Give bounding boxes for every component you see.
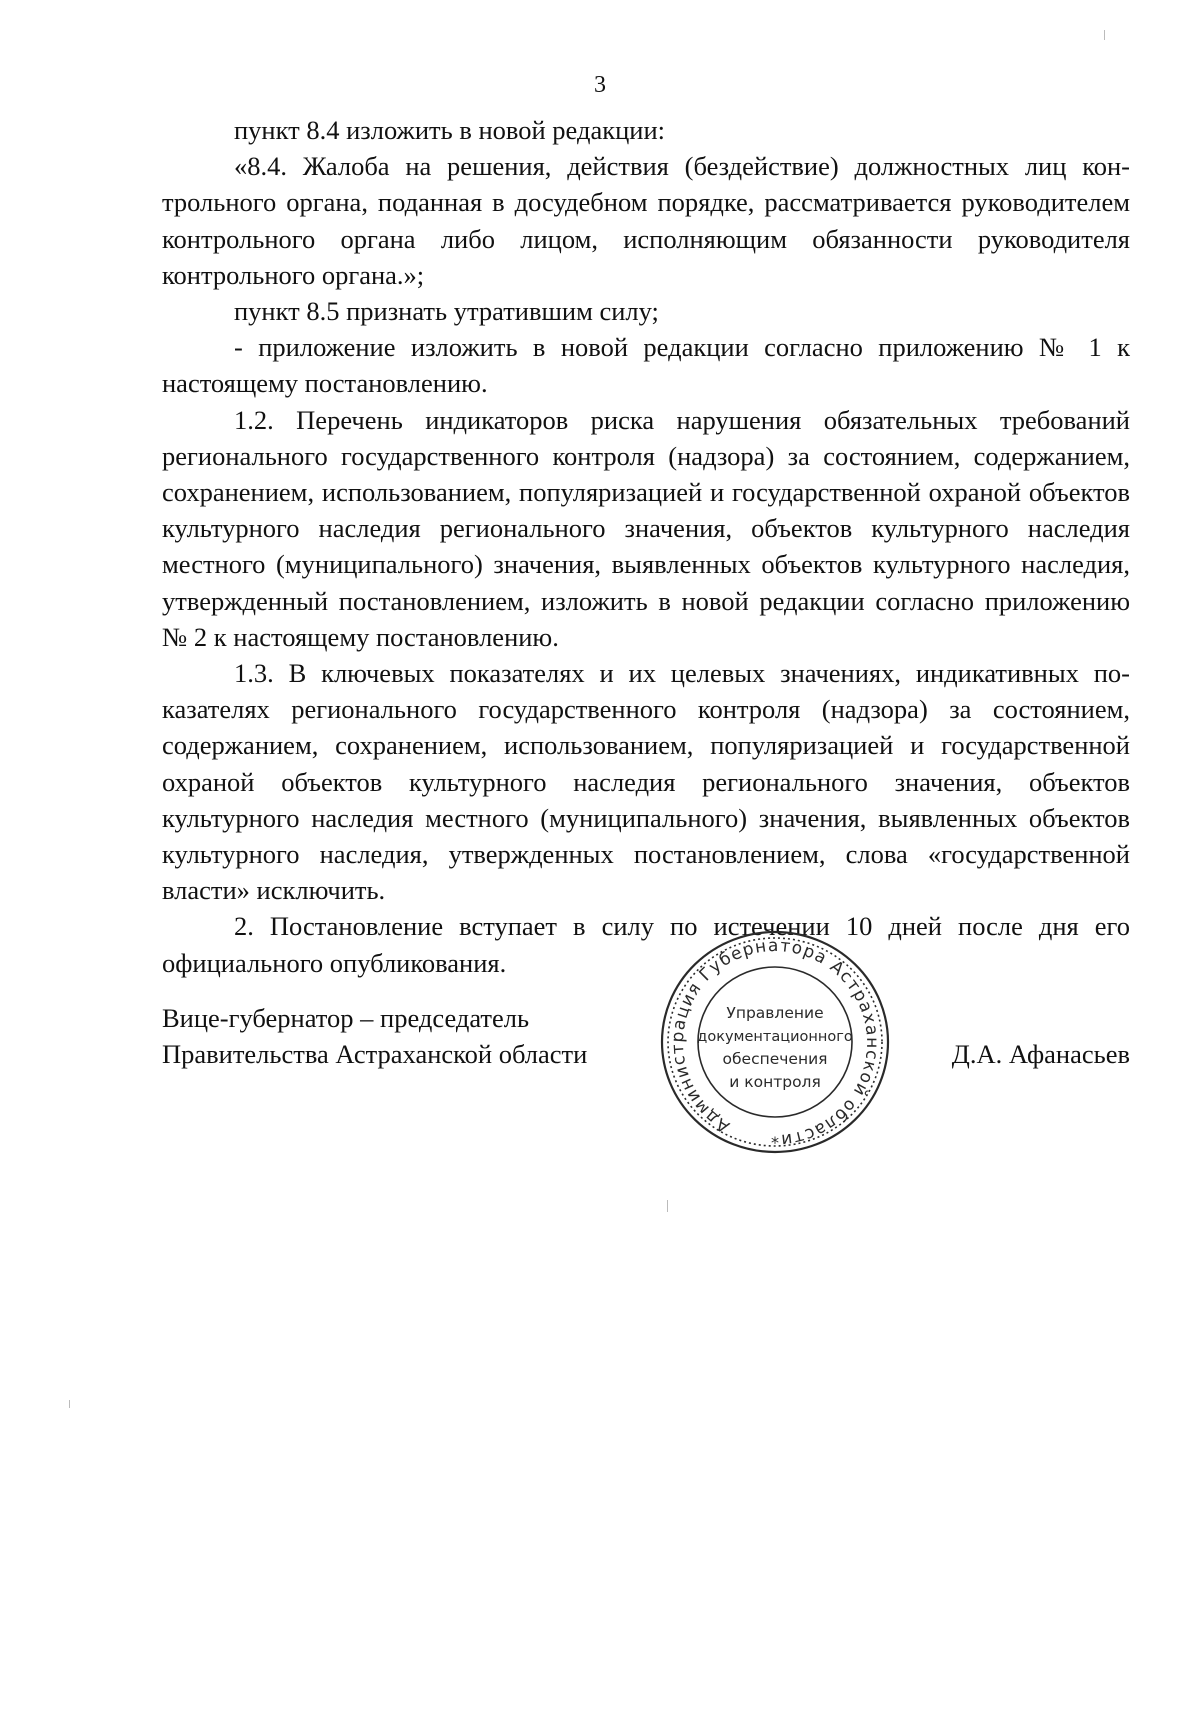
page-number: 3 (594, 72, 606, 98)
paragraph: пункт 8.5 признать утратившим силу; (234, 296, 659, 327)
paragraph: 2. Постановление вступает в силу по истечении 10 дней после дня его официального опубликования. (162, 911, 1130, 978)
seal-star: * (771, 1133, 779, 1152)
paragraph: 1.2. Перечень индикаторов риска нарушения обязательных требований регионального государственного контроля (надзора) за состоянием, содержанием, сохранением, использованием, популяризацией и государственной охраной объектов культурного наследия регионального значения, объектов культурного наследия местного (муниципального) значения, выявленных объектов культурного наследия, утвержденный постановлением, изложить в новой редакции согласно приложению № 2 к настоящему постановлению. (162, 404, 1130, 652)
document-body (162, 112, 1130, 981)
signature-block (162, 1000, 1130, 1080)
seal-ring-textpath: Администрация Губернатора Астраханской области (667, 935, 883, 1150)
seal-center-line: и контроля (729, 1073, 821, 1091)
scan-artifact (1104, 30, 1105, 40)
seal-center-line: Управление (726, 1004, 824, 1022)
scan-artifact (667, 1200, 668, 1212)
seal-center-line: документационного (697, 1029, 853, 1045)
signatory-name: Д.А. Афанасьев (951, 1039, 1130, 1069)
paragraph: «8.4. Жалоба на решения, действия (бездействие) должностных лиц контрольного органа, поданная в досудебном порядке, рассматривается руководителем контрольного органа либо лицом, исполняющим обязанности руководителя контрольного органа.»; (162, 151, 1130, 290)
signatory-position-line: Вице-губернатор – председатель (162, 1003, 530, 1033)
scan-artifact (69, 1400, 70, 1408)
paragraph: пункт 8.4 изложить в новой редакции: (234, 115, 665, 145)
signatory-position (162, 1000, 587, 1072)
paragraph: 1.3. В ключевых показателях и их целевых значениях, индикативных показателях регионального государственного контроля (надзора) за состоянием, содержанием, сохранением, использованием, популяризацией и государственной охраной объектов культурного наследия регионального значения, объектов культурного наследия местного (муниципального) значения, выявленных объектов культурного наследия, утвержденных постановлением, слова «государственной власти» исключить. (162, 658, 1130, 906)
seal-center-line: обеспечения (722, 1050, 828, 1068)
official-seal (650, 920, 900, 1160)
signatory-position-line: Правительства Астраханской области (162, 1039, 588, 1069)
paragraph: - приложение изложить в новой редакции согласно приложению № 1 к настоящему постановлению. (162, 332, 1130, 399)
